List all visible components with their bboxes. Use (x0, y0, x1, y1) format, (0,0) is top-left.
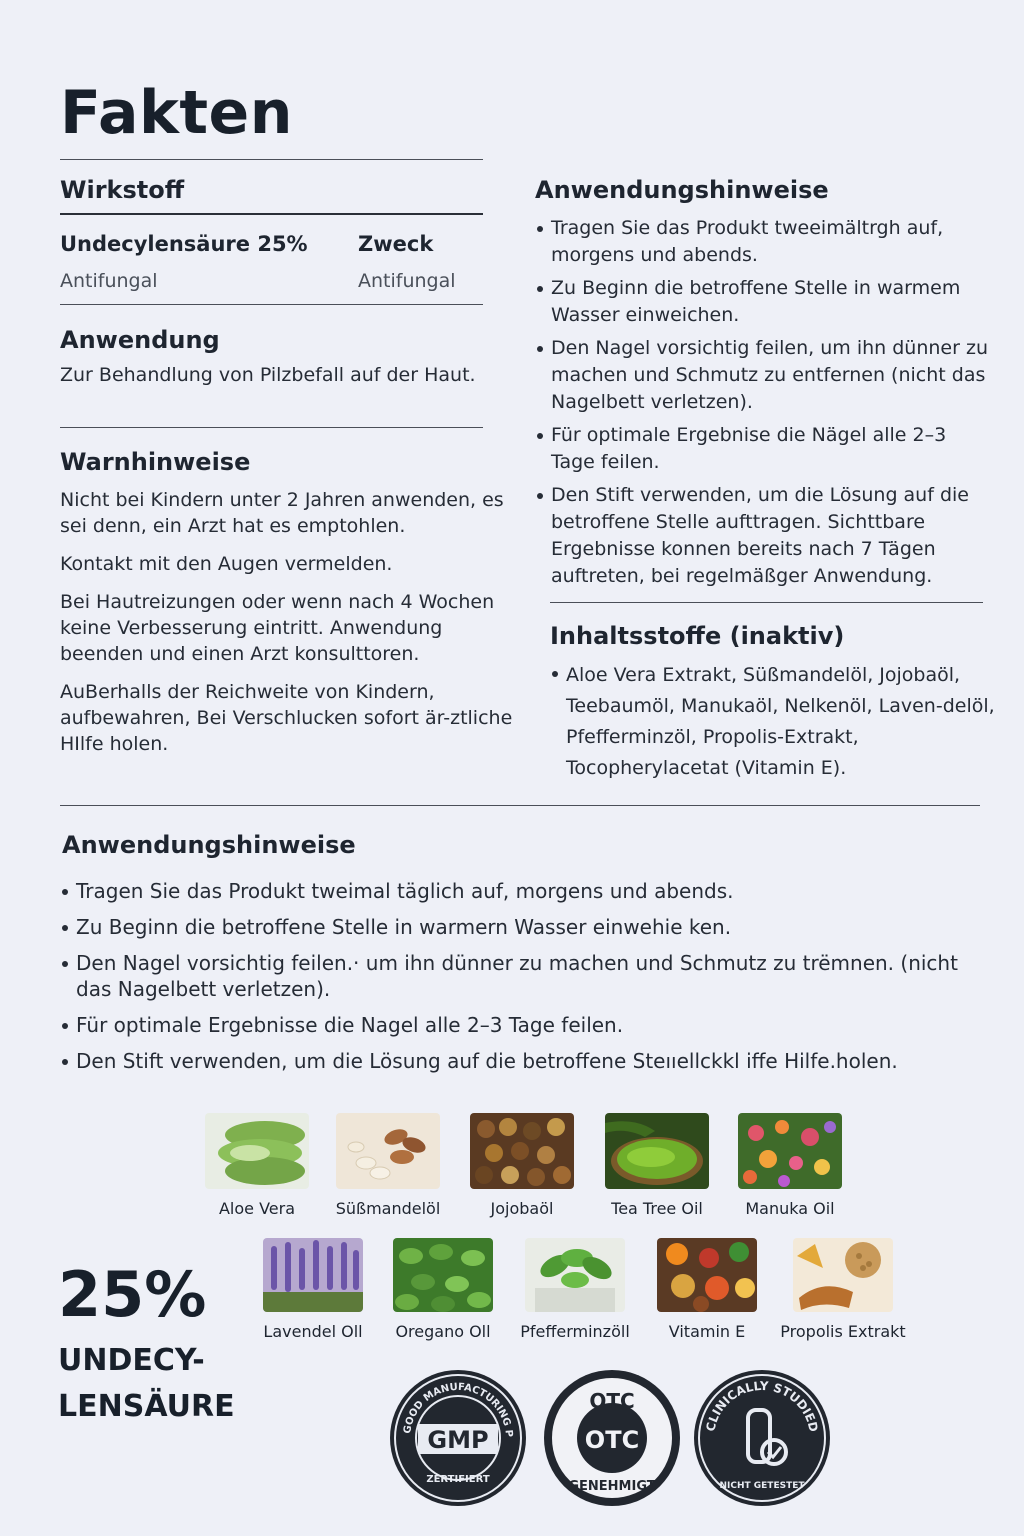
ingredient-label: Propolis Extrakt (780, 1322, 906, 1341)
ingredient-label: Süßmandelöl (335, 1199, 441, 1218)
list-item: Den Nagel vorsichtig feilen.· um ihn dünner zu machen und Schmutz zu trëmnen. (nicht das Nagelbett verletzen). (60, 950, 990, 1002)
list-item: Für optimale Ergebnise die Nägel alle 2–3 Tage feilen. (535, 422, 995, 476)
anwendung-heading: Anwendung (60, 326, 220, 354)
anwendung-text: Zur Behandlung von Pilzbefall auf der Haut. (60, 364, 476, 386)
active-ingredient-value: Antifungal (60, 270, 158, 292)
list-item: Tragen Sie das Produkt tweimal täglich auf, morgens und abends. (60, 878, 990, 904)
concentration-percent: 25% (58, 1258, 207, 1331)
ingredient-label: Jojobaöl (490, 1199, 554, 1218)
warning-item: AuBerhalls der Reichweite von Kindern, aufbewahren, Bei Verschlucken sofort är-ztliche HIlfe holen. (60, 681, 513, 755)
wirkstoff-heading: Wirkstoff (60, 176, 185, 204)
list-item: Den Stift verwenden, um die Lösung auf die betroffene Steııellckkl iffe Hilfe.holen. (60, 1048, 990, 1074)
ingredient-label: Aloe Vera (218, 1199, 296, 1218)
page-title: Fakten (60, 78, 293, 148)
clinical-ring-text: CLINICALLY STUDIED (703, 1378, 821, 1434)
purpose-value: Antifungal (358, 270, 456, 292)
ingredient-label: Pfefferminzöll (520, 1322, 630, 1341)
list-item: Für optimale Ergebnisse die Nagel alle 2–3 Tage feilen. (60, 1012, 990, 1038)
usage-instructions-list (535, 215, 995, 596)
anwendungshinweise-heading: Anwendungshinweise (535, 176, 829, 204)
warning-item: Kontakt mit den Augen vermelden. (60, 553, 393, 575)
ingredient-tile (725, 1113, 855, 1218)
ingredient-tile (457, 1113, 587, 1218)
divider (60, 159, 483, 160)
list-item: Den Nagel vorsichtig feilen, um ihn dünner zu machen und Schmutz zu entfernen (nicht das Nagelbett verletzen). (535, 335, 995, 416)
ingredient-tile (378, 1238, 508, 1341)
divider (60, 427, 483, 428)
ingredient-tile (592, 1113, 722, 1218)
concentration-name: UNDECY- LENSÄURE (58, 1343, 235, 1424)
otc-seal-icon (542, 1368, 682, 1508)
ingredient-tile (192, 1113, 322, 1218)
divider (60, 213, 483, 215)
active-ingredient: Undecylensäure 25% (60, 232, 308, 256)
otc-center-text: OTC (584, 1426, 640, 1454)
ingredient-tile (323, 1113, 453, 1218)
ingredient-label: Tea Tree Oil (611, 1199, 703, 1218)
almond-image (336, 1113, 440, 1189)
vitamin-e-image (657, 1238, 757, 1312)
ingredient-label: Lavendel Oll (263, 1322, 363, 1341)
divider (60, 805, 980, 806)
warnhinweise-heading: Warnhinweise (60, 448, 251, 476)
usage-instructions-bottom-list (60, 878, 990, 1084)
lavender-image (263, 1238, 363, 1312)
ingredient-label: Manuka Oil (745, 1199, 835, 1218)
ingredient-label: Vitamin E (668, 1322, 746, 1341)
ingredient-label: Oregano Oll (395, 1322, 491, 1341)
propolis-image (793, 1238, 893, 1312)
inactive-ingredients (550, 660, 1000, 784)
peppermint-image (525, 1238, 625, 1312)
aloe-vera-image (205, 1113, 309, 1189)
clinical-seal-icon (692, 1368, 832, 1508)
list-item: Aloe Vera Extrakt, Süßmandelöl, Jojobaöl, Teebaumöl, Manukaöl, Nelkenöl, Laven-delöl, Pfefferminzöl, Propolis-Extrakt, Tocopherylacetat (Vitamin E). (550, 660, 1000, 784)
tea-tree-image (605, 1113, 709, 1189)
divider (60, 304, 483, 305)
warning-item: Bei Hautreizungen oder wenn nach 4 Wochen keine Verbesserung eintritt. Anwendung beenden und einen Arzt konsulttoren. (60, 591, 495, 665)
otc-badge (542, 1368, 682, 1508)
list-item: Zu Beginn die betroffene Stelle in warmem Wasser einweichen. (535, 275, 995, 329)
gmp-center-text: GMP (427, 1426, 489, 1454)
clinical-bottom-text: NICHT GETESTET (719, 1481, 805, 1491)
list-item: Den Stift verwenden, um die Lösung auf die betroffene Stelle aufttragen. Sichttbare Ergebnisse konnen bereits nach 7 Tägen auftreten, bei regelmäßger Anwendung. (535, 482, 995, 590)
anwendungshinweise-bottom-heading: Anwendungshinweise (62, 831, 356, 859)
list-item: Zu Beginn die betroffene Stelle in warmern Wasser einwehie ken. (60, 914, 990, 940)
otc-top-text: OTC (589, 1389, 635, 1413)
ingredient-tile (510, 1238, 640, 1341)
inhaltsstoffe-heading: Inhaltsstoffe (inaktiv) (550, 622, 845, 650)
otc-bottom-text: GENEHMIGT (568, 1479, 656, 1494)
oregano-image (393, 1238, 493, 1312)
gmp-seal-icon (388, 1368, 528, 1508)
gmp-bottom-text: ZERTIFIERT (426, 1474, 490, 1485)
jojoba-image (470, 1113, 574, 1189)
clinical-badge (692, 1368, 832, 1508)
list-item: Tragen Sie das Produkt tweeimältrgh auf, morgens und abends. (535, 215, 995, 269)
manuka-flowers-image (738, 1113, 842, 1189)
gmp-ring-text: GOOD MANUFACTURING P (402, 1381, 515, 1438)
divider (550, 602, 983, 603)
ingredient-tile (642, 1238, 772, 1341)
purpose-label: Zweck (358, 232, 434, 256)
ingredient-tile (778, 1238, 908, 1341)
gmp-badge (388, 1368, 528, 1508)
ingredient-tile (248, 1238, 378, 1341)
warning-item: Nicht bei Kindern unter 2 Jahren anwenden, es sei denn, ein Arzt hat es emptohlen. (60, 489, 504, 537)
warnings-list (60, 487, 520, 769)
